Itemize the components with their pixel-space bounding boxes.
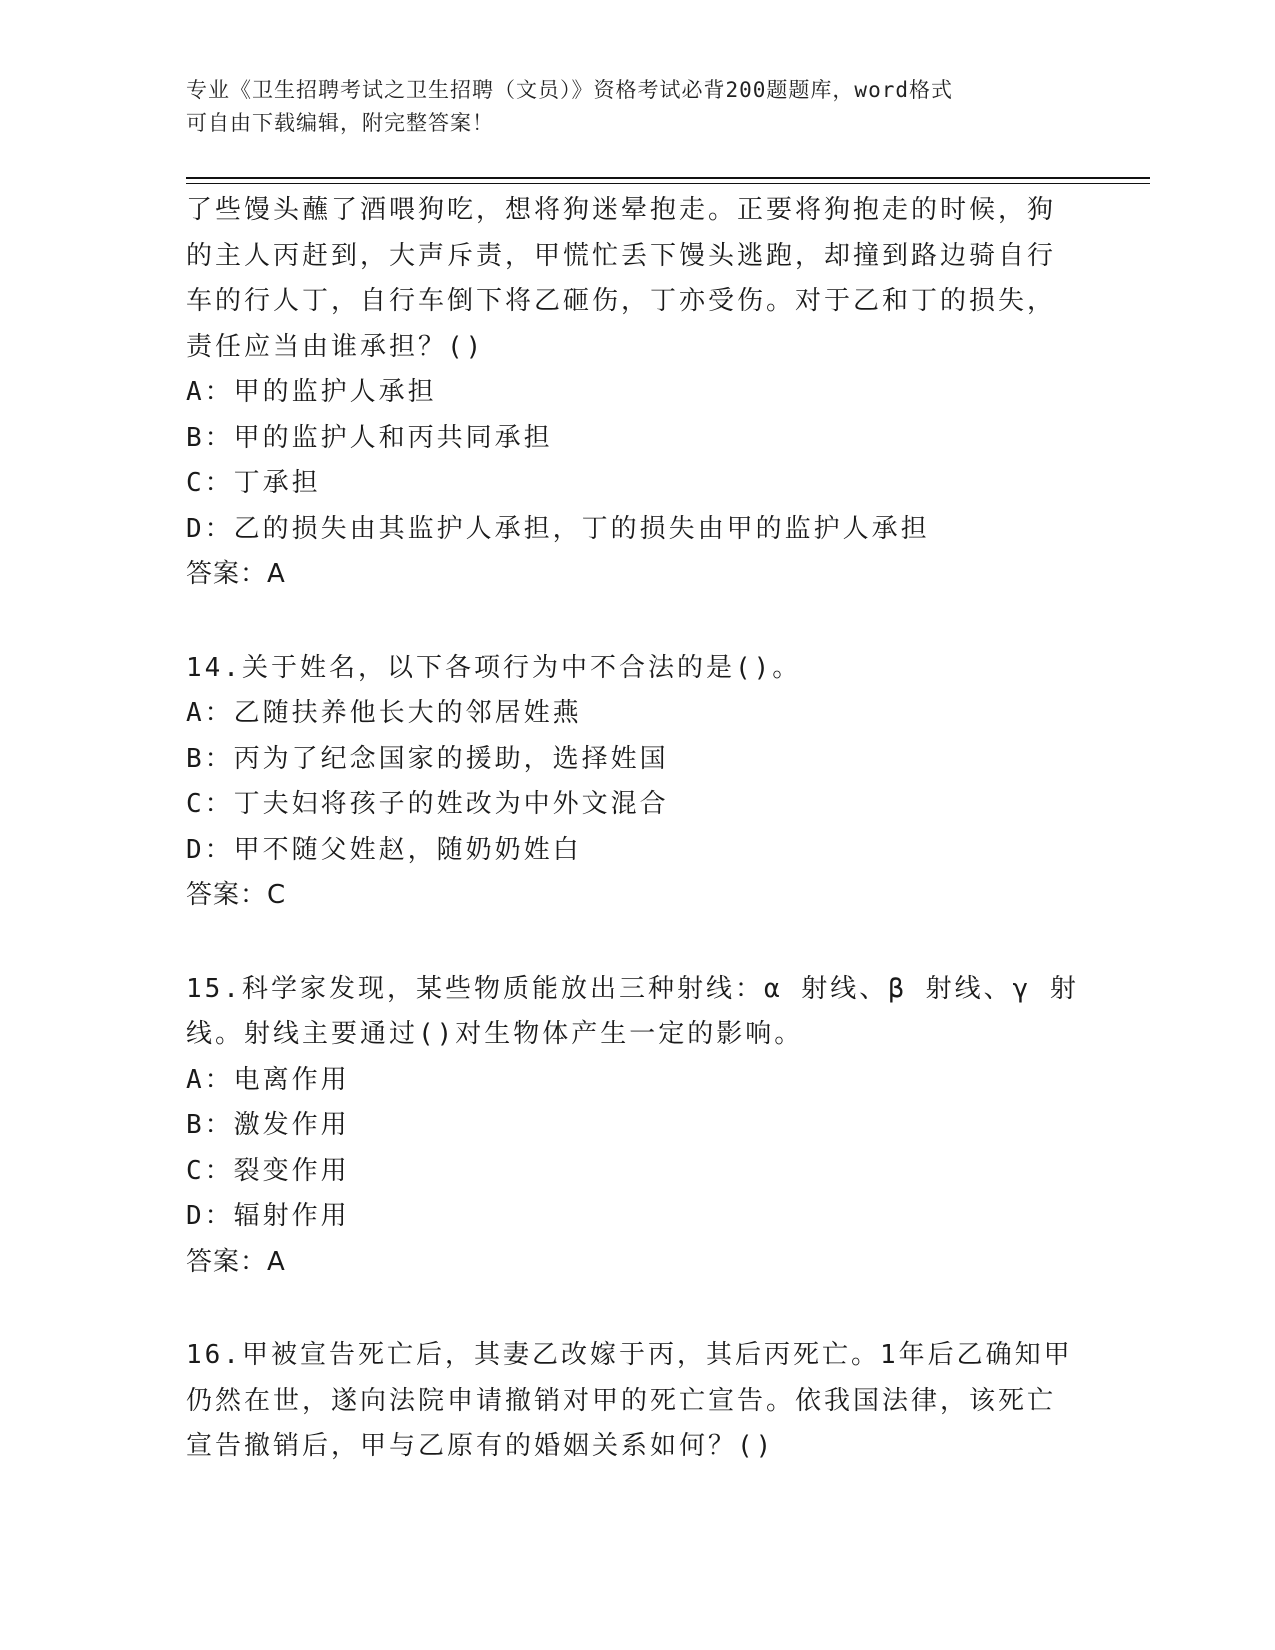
header-title-line-2: 可自由下载编辑，附完整答案！ [186, 111, 494, 135]
question-text-line: 线。射线主要通过()对生物体产生一定的影响。 [186, 1019, 804, 1049]
question-14 [186, 646, 1086, 919]
question-text-line: 宣告撤销后，甲与乙原有的婚姻关系如何？() [186, 1431, 775, 1461]
option-a: A：乙随扶养他长大的邻居姓燕 [186, 698, 582, 728]
option-b: B：丙为了纪念国家的援助，选择姓国 [186, 743, 669, 774]
question-text-line: 车的行人丁，自行车倒下将乙砸伤，丁亦受伤。对于乙和丁的损失， [186, 286, 1057, 316]
question-text-line: 16.甲被宣告死亡后，其妻乙改嫁于丙，其后丙死亡。1年后乙确知甲 [186, 1340, 1073, 1370]
question-spacer [186, 919, 1086, 967]
option-b: B：激发作用 [186, 1110, 350, 1140]
answer-line: 答案：A [186, 559, 286, 589]
question-text-line: 责任应当由谁承担？() [186, 331, 485, 362]
option-c: C：丁夫妇将孩子的姓改为中外文混合 [186, 789, 669, 819]
question-text-line: 了些馒头蘸了酒喂狗吃，想将狗迷晕抱走。正要将狗抱走的时候，狗 [186, 195, 1057, 225]
option-b: B：甲的监护人和丙共同承担 [186, 422, 553, 453]
option-d: D：辐射作用 [186, 1201, 350, 1231]
question-list [186, 188, 1086, 1470]
option-c: C：丁承担 [186, 468, 321, 498]
question-spacer [186, 1285, 1086, 1333]
question-text-line: 14.关于姓名，以下各项行为中不合法的是()。 [186, 652, 802, 683]
question-15 [186, 967, 1086, 1286]
question-16 [186, 1333, 1086, 1470]
option-a: A：电离作用 [186, 1064, 350, 1095]
option-d: D：甲不随父姓赵，随奶奶姓白 [186, 834, 582, 865]
header-divider-thick [186, 177, 1150, 179]
question-13 [186, 188, 1086, 598]
option-d: D：乙的损失由其监护人承担，丁的损失由甲的监护人承担 [186, 513, 930, 544]
header-divider-thin [186, 183, 1150, 184]
question-text-line: 仍然在世，遂向法院申请撤销对甲的死亡宣告。依我国法律，该死亡 [186, 1385, 1057, 1416]
answer-line: 答案：A [186, 1246, 286, 1277]
question-spacer [186, 598, 1086, 646]
header-title-line-1: 专业《卫生招聘考试之卫生招聘（文员）》资格考试必背200题题库，word格式 [186, 78, 953, 102]
document-header [186, 74, 1066, 140]
option-a: A：甲的监护人承担 [186, 377, 437, 407]
option-c: C：裂变作用 [186, 1155, 350, 1186]
question-text-line: 的主人丙赶到，大声斥责，甲慌忙丢下馒头逃跑，却撞到路边骑自行 [186, 240, 1057, 271]
answer-line: 答案：C [186, 880, 287, 910]
question-text-line: 15.科学家发现，某些物质能放出三种射线：α 射线、β 射线、γ 射 [186, 973, 1079, 1004]
